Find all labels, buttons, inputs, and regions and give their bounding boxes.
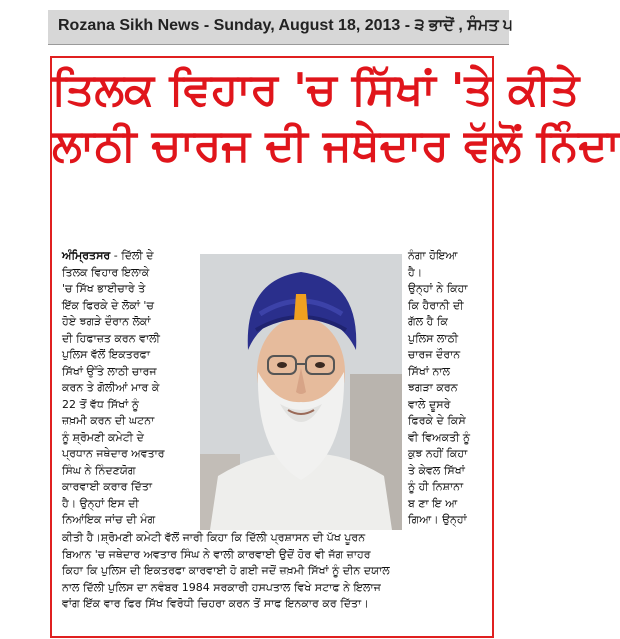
- article-line: ਹੈ।: [408, 265, 423, 279]
- article-line: ਗੱਲ ਹੈ ਕਿ: [408, 315, 448, 328]
- article-line: ਸਿੰਘ ਨੇ ਨਿੰਦਣਯੋਗ: [62, 463, 136, 477]
- article-line: ਸਿੱਖਾਂ ਨਾਲ: [408, 364, 450, 378]
- article-line: ਵਾਲੇ ਦੂਸਰੇ: [408, 397, 451, 411]
- article-line: ਨਿਆਂਇਕ ਜਾਂਚ ਦੀ ਮੰਗ: [62, 513, 156, 526]
- article-line: ਪੁਲਿਸ ਲਾਠੀ: [408, 331, 459, 345]
- masthead-text: Rozana Sikh News - Sunday, August 18, 2013 - ੩ ਭਾਦੋਂ , ਸੰਮਤ ੫: [58, 17, 513, 34]
- article-line: 'ਚ ਸਿੱਖ ਭਾਈਚਾਰੇ ਤੇ: [62, 282, 146, 295]
- portrait-illustration: [200, 254, 402, 530]
- article-line: ਇੱਕ ਫਿਰਕੇ ਦੇ ਲੋਕਾਂ 'ਚ: [62, 298, 154, 312]
- article-line: ਕਾਰਵਾਈ ਕਰਾਰ ਦਿੱਤਾ: [62, 480, 152, 493]
- article-column-right: [408, 248, 490, 529]
- article-line: ਚਾਰਜ ਦੌਰਾਨ: [408, 348, 461, 361]
- article-column-left: [62, 248, 194, 529]
- article-line: ਕਿ ਹੈਰਾਨੀ ਦੀ: [408, 298, 464, 312]
- article-line: ਵੀ ਵਿਅਕਤੀ ਨੂੰ: [408, 430, 471, 444]
- article-line: ਉਨ੍ਹਾਂ ਨੇ ਕਿਹਾ: [408, 282, 468, 295]
- article-line: ਬ ਣਾ ਇ ਆ: [408, 496, 458, 510]
- article-line: ਪ੍ਰਧਾਨ ਜਥੇਦਾਰ ਅਵਤਾਰ: [62, 447, 165, 460]
- article-line: ਨੂੰ ਹੀ ਨਿਸ਼ਾਨਾ: [408, 480, 464, 493]
- article-line: ਝਗੜਾ ਕਰਨ: [408, 381, 458, 394]
- article-bottom-block: [62, 530, 486, 613]
- article-line: 22 ਤੋਂ ਵੱਧ ਸਿੱਖਾਂ ਨੂੰ: [62, 397, 139, 411]
- article-line: ਪੁਲਿਸ ਵੱਲੋਂ ਇਕਤਰਫਾ: [62, 348, 150, 361]
- article-line: ਫਿਰਕੇ ਦੇ ਕਿਸੇ: [408, 414, 466, 427]
- portrait-photo: [200, 254, 402, 530]
- headline-line-2: ਲਾਠੀ ਚਾਰਜ ਦੀ ਜਥੇਦਾਰ ਵੱਲੋਂ ਨਿੰਦਾ: [52, 120, 620, 171]
- article-dateline: ਅੰਮ੍ਰਿਤਸਰ: [62, 249, 111, 262]
- article-line: ਕੀਤੀ ਹੈ।ਸ਼੍ਰੋਮਣੀ ਕਮੇਟੀ ਵੱਲੋਂ ਜਾਰੀ ਕਿਹਾ ਕਿ ਦਿੱਲੀ ਪ੍ਰਸ਼ਾਸਨ ਦੀ ਪੱਖ ਪੂਰਨ: [62, 531, 366, 544]
- article-line: ਨੰਗਾ ਹੋਇਆ: [408, 249, 458, 262]
- article-line: ਕਿਹਾ ਕਿ ਪੁਲਿਸ ਦੀ ਇਕਤਰਫਾ ਕਾਰਵਾਈ ਹੋ ਗਈ ਜਦੋਂ ਜ਼ਖ਼ਮੀ ਸਿੱਖਾਂ ਨੂੰ ਦੀਨ ਦਯਾਲ: [62, 564, 390, 577]
- article-line: - ਦਿੱਲੀ ਦੇ: [110, 249, 154, 262]
- article-line: ਤੇ ਕੇਵਲ ਸਿੱਖਾਂ: [408, 463, 465, 477]
- article-line: ਵਾਂਗ ਇੱਕ ਵਾਰ ਫਿਰ ਸਿੱਖ ਵਿਰੋਧੀ ਚਿਹਰਾ ਕਰਨ ਤੋਂ ਸਾਫ ਇਨਕਾਰ ਕਰ ਦਿੱਤਾ।: [62, 597, 369, 610]
- article-line: ਬਿਆਨ 'ਚ ਜਥੇਦਾਰ ਅਵਤਾਰ ਸਿੰਘ ਨੇ ਵਾਲੀ ਕਾਰਵਾਈ ਉਦੋਂ ਹੋਰ ਵੀ ਜੱਗ ਜ਼ਾਹਰ: [62, 547, 371, 561]
- article-line: ਗਿਆ। ਉਨ੍ਹਾਂ: [408, 513, 467, 526]
- article-line: ਹੋਏ ਝਗੜੇ ਦੌਰਾਨ ਲੋਕਾਂ: [62, 315, 151, 328]
- article-line: ਸਿੱਖਾਂ ਉੱਤੇ ਲਾਠੀ ਚਾਰਜ: [62, 364, 157, 378]
- article-line: ਜ਼ਖ਼ਮੀ ਕਰਨ ਦੀ ਘਟਨਾ: [62, 414, 155, 427]
- article-line: ਦੀ ਹਿਫਾਜ਼ਤ ਕਰਨ ਵਾਲੀ: [62, 331, 160, 345]
- article-line: ਤਿਲਕ ਵਿਹਾਰ ਇਲਾਕੇ: [62, 265, 150, 279]
- masthead-bar: [48, 10, 513, 45]
- article-line: ਕੁਝ ਨਹੀਂ ਕਿਹਾ: [408, 447, 468, 460]
- article-line: ਕਰਨ ਤੇ ਗੋਲੀਆਂ ਮਾਰ ਕੇ: [62, 381, 160, 394]
- article-line: ਨਾਲ ਦਿੱਲੀ ਪੁਲਿਸ ਦਾ ਨਵੰਬਰ 1984 ਸਰਕਾਰੀ ਹਸਪਤਾਲ ਵਿਖੇ ਸਟਾਫ ਨੇ ਇਲਾਜ: [62, 580, 381, 594]
- article-first-line: [62, 248, 194, 265]
- headline-line-1: ਤਿਲਕ ਵਿਹਾਰ 'ਚ ਸਿੱਖਾਂ 'ਤੇ ਕੀਤੇ: [52, 64, 580, 115]
- article-line: ਨੂੰ ਸ਼੍ਰੋਮਣੀ ਕਮੇਟੀ ਦੇ: [62, 430, 144, 444]
- article-box: [50, 56, 620, 638]
- article-line: ਹੈ। ਉਨ੍ਹਾਂ ਇਸ ਦੀ: [62, 496, 139, 510]
